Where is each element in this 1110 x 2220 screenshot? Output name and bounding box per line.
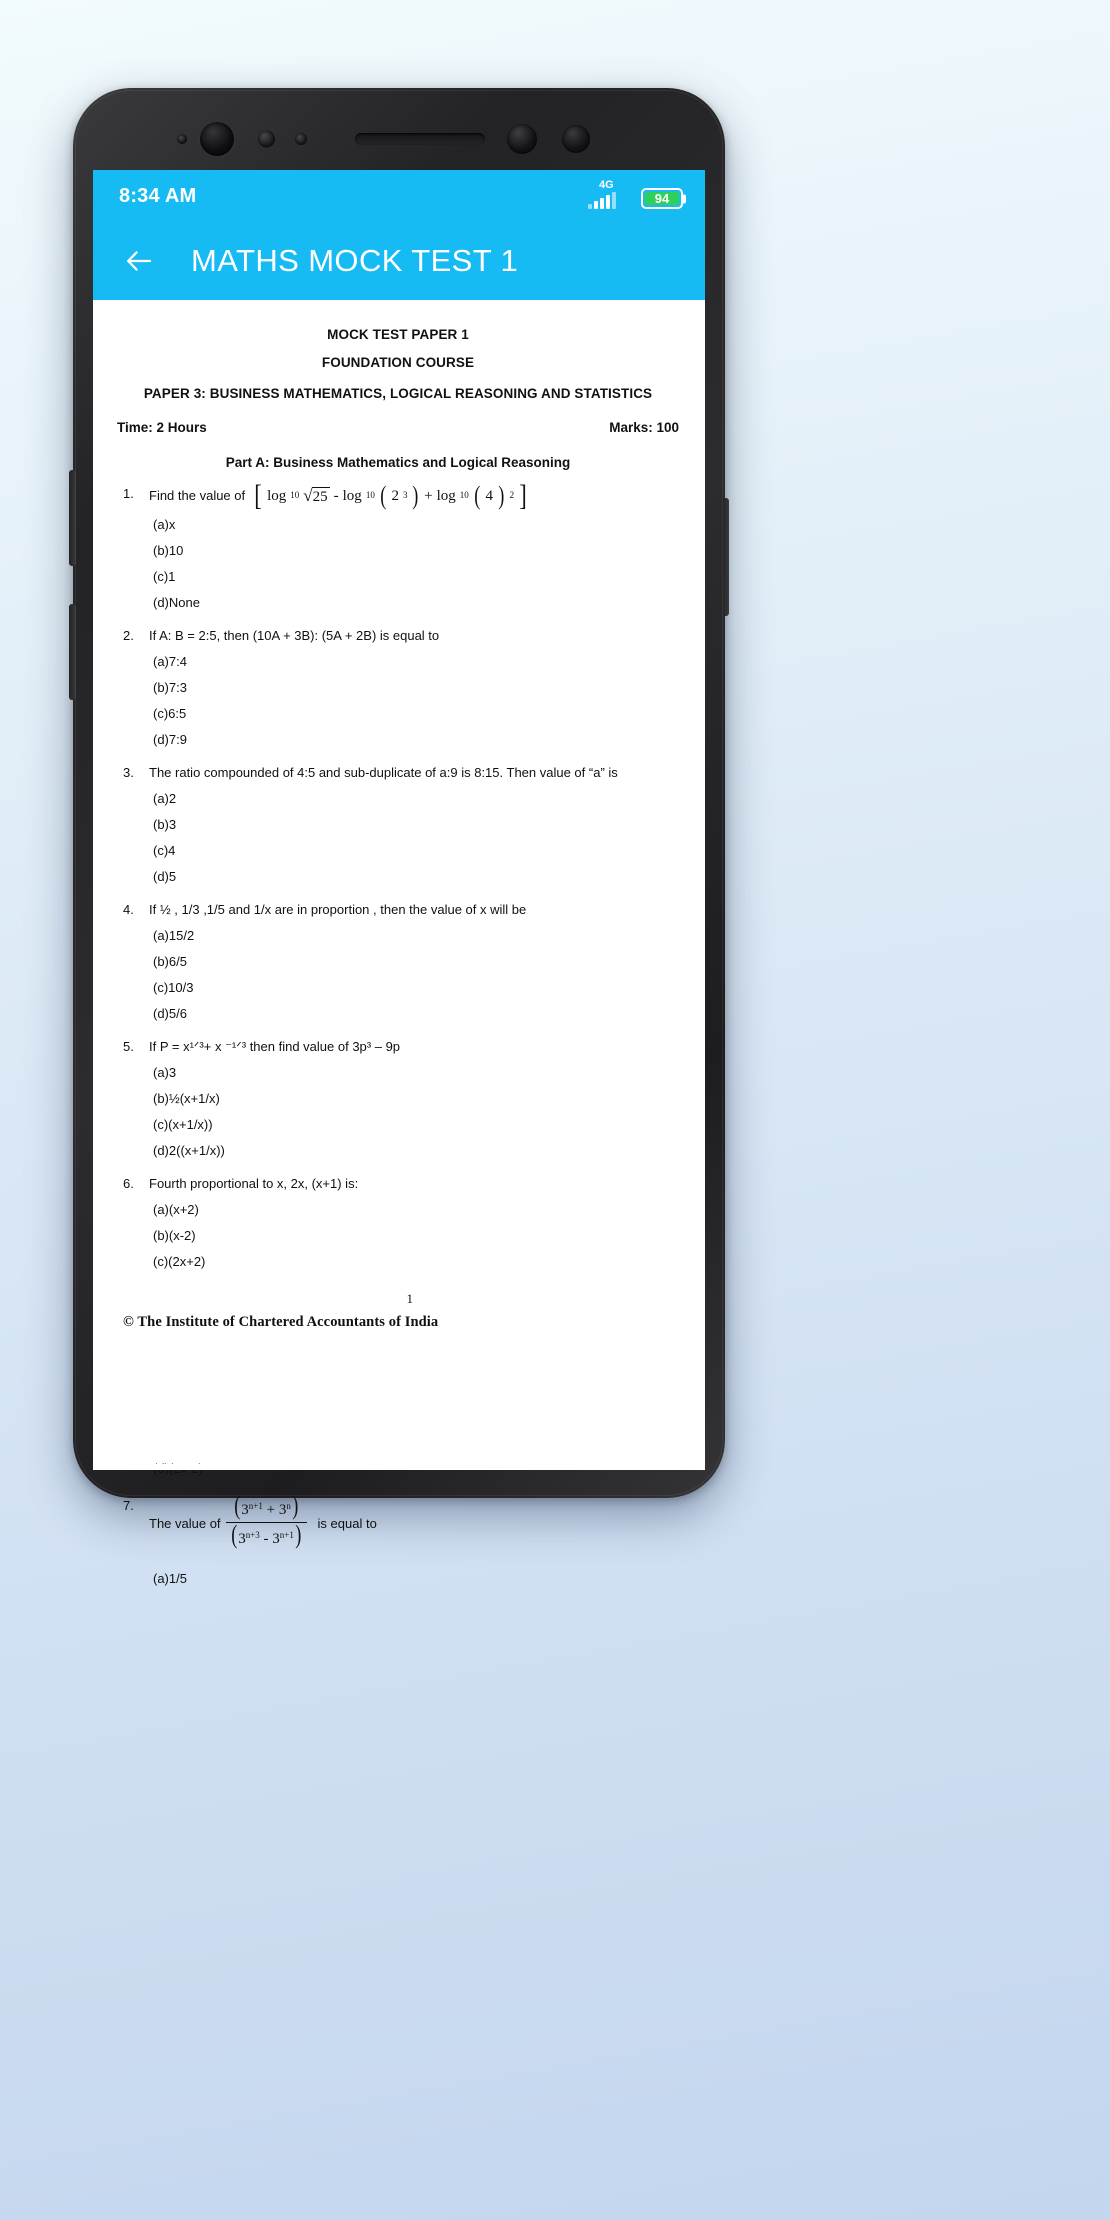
option-row[interactable] bbox=[115, 980, 681, 997]
question-text: The ratio compounded of 4:5 and sub-duplicate of a:9 is 8:15. Then value of “a” is bbox=[149, 764, 618, 780]
term-exponent: n+1 bbox=[248, 1500, 263, 1511]
option-label: (d) bbox=[153, 731, 169, 747]
option-text: x bbox=[168, 517, 176, 532]
log-base: 10 bbox=[365, 490, 375, 501]
option-text: 3 bbox=[168, 817, 177, 833]
option-label: (c) bbox=[153, 1254, 169, 1270]
status-bar bbox=[93, 170, 705, 222]
option-row[interactable] bbox=[115, 732, 681, 749]
term-exponent: n bbox=[286, 1500, 291, 1511]
mock-test-paper-heading: MOCK TEST PAPER 1 bbox=[327, 327, 469, 342]
question-item bbox=[115, 626, 681, 646]
phone-device-frame bbox=[73, 88, 725, 1586]
option-text: 5/6 bbox=[168, 1005, 187, 1021]
option-row[interactable] bbox=[115, 1571, 681, 1588]
page-number: 1 bbox=[406, 1290, 413, 1306]
option-label: (a) bbox=[153, 791, 169, 807]
log-expression-math bbox=[253, 479, 528, 512]
option-label: (b) bbox=[153, 817, 169, 833]
status-bar-clock: 8:34 AM bbox=[119, 184, 197, 207]
option-row[interactable] bbox=[115, 869, 681, 886]
log-base: 10 bbox=[459, 490, 469, 501]
open-paren: ( bbox=[230, 1520, 237, 1550]
option-text: 5 bbox=[168, 868, 177, 884]
close-bracket: ] bbox=[519, 479, 527, 512]
option-label: (a) bbox=[153, 928, 169, 944]
question-text: If P = x¹ᐟ³+ x ⁻¹ᐟ³ then find value of 3p³ – 9p bbox=[149, 1038, 401, 1054]
option-row[interactable] bbox=[115, 569, 681, 586]
option-label: (a) bbox=[153, 654, 169, 670]
page-break-gap bbox=[115, 1331, 681, 1435]
option-label: (d) bbox=[153, 1005, 169, 1021]
math-operator-2: + bbox=[424, 487, 433, 504]
option-text: 3 bbox=[168, 1065, 177, 1081]
camera-lens-icon bbox=[507, 124, 537, 154]
option-text: 7:3 bbox=[168, 679, 187, 695]
question-text: Fourth proportional to x, 2x, (x+1) is: bbox=[149, 1175, 359, 1191]
option-row[interactable] bbox=[115, 1228, 681, 1245]
option-text: (x+2) bbox=[168, 1202, 199, 1218]
battery-level-label: 94 bbox=[654, 191, 670, 206]
option-row[interactable] bbox=[115, 595, 681, 612]
power-button[interactable] bbox=[722, 498, 729, 616]
term-exponent: n+3 bbox=[245, 1530, 260, 1541]
option-text: 2 bbox=[168, 791, 177, 807]
option-text: 1/5 bbox=[168, 1570, 187, 1586]
option-row[interactable] bbox=[115, 1143, 681, 1160]
course-heading: FOUNDATION COURSE bbox=[321, 355, 475, 370]
earpiece-speaker-icon bbox=[355, 133, 485, 145]
option-label: (c) bbox=[153, 568, 169, 584]
phone-screen bbox=[93, 170, 705, 1586]
question-number: 4. bbox=[123, 901, 134, 917]
question-item bbox=[115, 763, 681, 783]
signal-bars-icon bbox=[588, 193, 616, 209]
option-text: (x-2) bbox=[168, 1228, 196, 1244]
option-row[interactable] bbox=[115, 1065, 681, 1082]
option-label: (c) bbox=[153, 1117, 169, 1133]
option-row[interactable] bbox=[115, 1091, 681, 1108]
question-item bbox=[115, 1490, 681, 1551]
document-footer bbox=[115, 1290, 681, 1331]
question-item bbox=[115, 900, 681, 920]
close-paren: ) bbox=[295, 1520, 302, 1550]
front-camera-icon bbox=[200, 122, 234, 156]
light-sensor-icon bbox=[258, 131, 275, 148]
question-text: If A: B = 2:5, then (10A + 3B): (5A + 2B) is equal to bbox=[149, 627, 440, 643]
option-text: None bbox=[168, 594, 200, 610]
option-text: 1 bbox=[168, 568, 176, 584]
question-number: 7. bbox=[123, 1497, 134, 1513]
option-label: (d) bbox=[153, 1142, 169, 1158]
question-number: 3. bbox=[123, 764, 134, 780]
fraction-denominator bbox=[226, 1522, 307, 1551]
question-number: 1. bbox=[123, 486, 134, 501]
option-text: 10 bbox=[168, 542, 184, 558]
term-base: 3 bbox=[278, 1501, 287, 1518]
option-row[interactable] bbox=[115, 928, 681, 945]
exam-time: Time: 2 Hours bbox=[117, 420, 207, 435]
sensor-dot-icon bbox=[295, 133, 307, 145]
part-a-heading: Part A: Business Mathematics and Logical Reasoning bbox=[225, 455, 571, 470]
option-row[interactable] bbox=[115, 1117, 681, 1134]
option-label: (c) bbox=[153, 842, 169, 858]
math-base: 2 bbox=[391, 487, 399, 504]
option-text: 15/2 bbox=[168, 928, 195, 944]
option-label: (b) bbox=[153, 1228, 169, 1244]
exam-paper-document[interactable] bbox=[93, 300, 705, 1586]
option-label: (a) bbox=[153, 1202, 169, 1218]
option-label: (c) bbox=[153, 705, 169, 721]
option-text: 2((x+1/x)) bbox=[168, 1142, 225, 1158]
option-row[interactable] bbox=[115, 817, 681, 834]
option-row[interactable] bbox=[115, 543, 681, 560]
back-button[interactable] bbox=[119, 240, 161, 282]
paper-subject-heading: PAPER 3: BUSINESS MATHEMATICS, LOGICAL REASONING AND STATISTICS bbox=[143, 386, 653, 401]
option-row[interactable] bbox=[115, 517, 681, 534]
open-paren: ( bbox=[474, 480, 481, 510]
option-text: 7:4 bbox=[168, 654, 187, 670]
option-text: 7:9 bbox=[168, 731, 187, 747]
option-text: 6:5 bbox=[168, 705, 187, 721]
question-stem: Find the value of bbox=[149, 488, 246, 504]
question-item bbox=[115, 1037, 681, 1057]
math-base: 4 bbox=[485, 487, 493, 504]
camera-lens-secondary-icon bbox=[562, 125, 590, 153]
option-label: (b) bbox=[153, 1091, 169, 1107]
proximity-sensor-icon bbox=[177, 134, 187, 144]
option-row[interactable] bbox=[115, 1254, 681, 1271]
option-row[interactable] bbox=[115, 1006, 681, 1023]
term-base: 3 bbox=[238, 1531, 246, 1548]
term-base: 3 bbox=[241, 1501, 249, 1518]
option-text: 4 bbox=[168, 842, 176, 858]
option-text: (2x+2) bbox=[168, 1254, 206, 1270]
option-text: ½(x+1/x) bbox=[168, 1091, 220, 1107]
option-row[interactable] bbox=[115, 680, 681, 697]
mobile-signal-icon bbox=[588, 179, 632, 209]
question-number: 5. bbox=[123, 1038, 134, 1054]
question-text bbox=[149, 1490, 681, 1551]
math-exponent: 3 bbox=[402, 490, 408, 501]
math-operator: + bbox=[266, 1501, 276, 1518]
option-label: (d) bbox=[153, 868, 169, 884]
option-label: (a) bbox=[153, 1065, 169, 1081]
time-and-marks-row bbox=[115, 420, 681, 435]
math-operator: - bbox=[263, 1531, 269, 1548]
close-paren: ) bbox=[292, 1490, 299, 1520]
battery-icon bbox=[641, 188, 683, 209]
open-paren: ( bbox=[380, 480, 387, 510]
back-arrow-icon bbox=[125, 249, 155, 273]
screen-bottom-edge bbox=[93, 1464, 705, 1470]
option-text: (x+1/x)) bbox=[168, 1117, 213, 1133]
option-label: (a) bbox=[153, 1570, 169, 1586]
volume-up-button[interactable] bbox=[69, 470, 76, 566]
question-number: 2. bbox=[123, 627, 134, 643]
option-text: 6/5 bbox=[168, 954, 187, 970]
term-base: 3 bbox=[272, 1531, 280, 1548]
option-row[interactable] bbox=[115, 1202, 681, 1219]
option-label: (d) bbox=[153, 594, 169, 610]
square-root-icon: √ 25 bbox=[303, 485, 328, 505]
close-paren: ) bbox=[498, 480, 505, 510]
page-title: MATHS MOCK TEST 1 bbox=[191, 243, 519, 278]
status-bar-icons bbox=[588, 179, 683, 209]
option-row[interactable] bbox=[115, 654, 681, 671]
math-exponent: 2 bbox=[509, 490, 515, 501]
option-label: (a) bbox=[153, 517, 169, 532]
option-row[interactable] bbox=[115, 706, 681, 723]
question-number: 6. bbox=[123, 1175, 134, 1191]
option-label: (b) bbox=[153, 954, 169, 970]
fraction-math bbox=[226, 1490, 307, 1551]
question-stem-tail: is equal to bbox=[317, 1515, 377, 1531]
fraction-numerator bbox=[229, 1490, 304, 1523]
option-label: (b) bbox=[153, 542, 169, 558]
term-exponent: n+1 bbox=[279, 1530, 294, 1541]
log-term-2: log 10 ( 2 3 ) bbox=[342, 480, 419, 510]
option-label: (b) bbox=[153, 679, 169, 695]
exam-marks: Marks: 100 bbox=[609, 420, 679, 435]
volume-down-button[interactable] bbox=[69, 604, 76, 700]
option-text: 10/3 bbox=[168, 979, 194, 995]
log-term-1: log 10 √ 25 bbox=[267, 485, 328, 505]
log-term-3: log 10 ( 4 ) 2 bbox=[436, 480, 515, 510]
option-label: (c) bbox=[153, 979, 169, 995]
option-row[interactable] bbox=[115, 791, 681, 808]
question-item bbox=[115, 1174, 681, 1194]
radicand: 25 bbox=[312, 488, 328, 505]
option-row[interactable] bbox=[115, 954, 681, 971]
open-bracket: [ bbox=[254, 479, 262, 512]
question-item bbox=[115, 479, 681, 512]
option-row[interactable] bbox=[115, 843, 681, 860]
open-paren: ( bbox=[233, 1490, 240, 1520]
network-type-label: 4G bbox=[599, 179, 614, 191]
question-text: If ½ , 1/3 ,1/5 and 1/x are in proportion , then the value of x will be bbox=[149, 901, 527, 917]
question-text bbox=[149, 479, 681, 512]
phone-sensor-row bbox=[73, 122, 725, 156]
app-bar bbox=[93, 222, 705, 300]
math-operator-1: - bbox=[333, 487, 339, 504]
log-base: 10 bbox=[290, 490, 300, 501]
close-paren: ) bbox=[412, 480, 419, 510]
question-stem: The value of bbox=[149, 1515, 221, 1531]
copyright-notice: © The Institute of Chartered Accountants of India bbox=[123, 1313, 439, 1330]
